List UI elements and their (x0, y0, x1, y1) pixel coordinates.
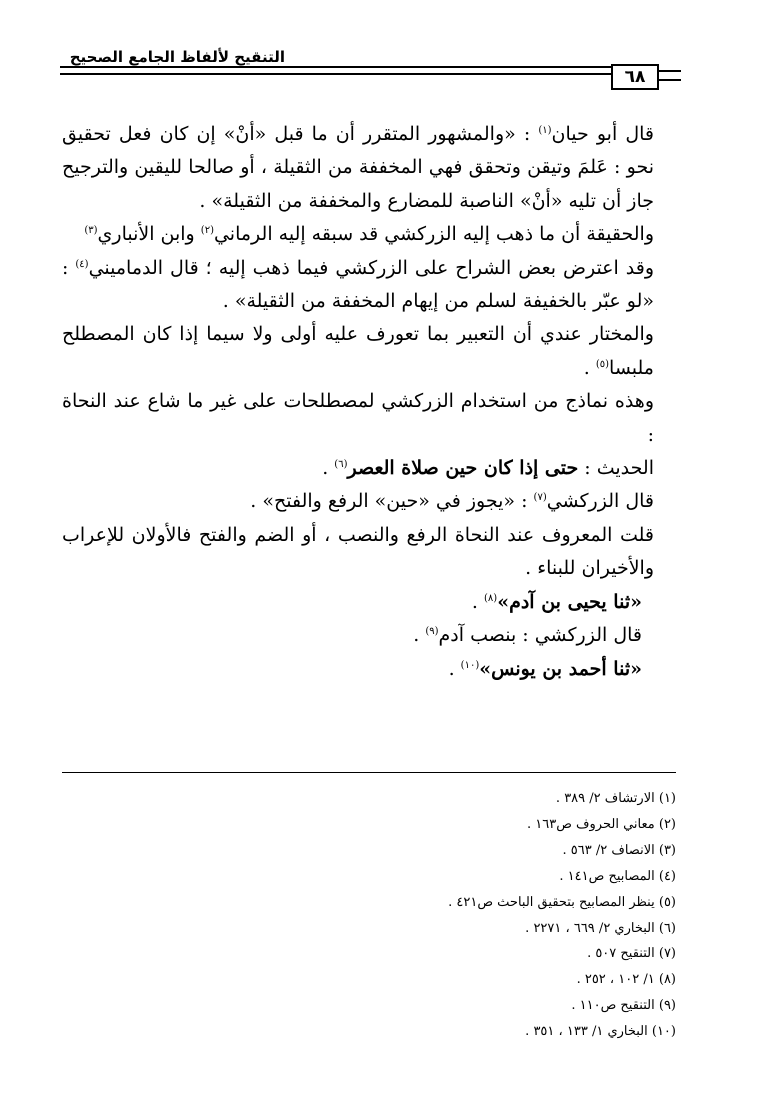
footnote-ref-6: (٦) (334, 459, 348, 471)
footnote-ref-1: (١) (538, 125, 552, 136)
para3-text: وقد اعترض بعض الشراح على الزركشي فيما ذهب إليه ؛ قال الدماميني (88, 256, 655, 279)
paragraph-2 (62, 218, 676, 251)
isnad-quote-2: «ثنا أحمد بن يونس» (479, 657, 642, 680)
footnote-2: (٢) معاني الحروف ص١٦٣ . (526, 816, 676, 832)
para10-text2: . (413, 624, 420, 647)
header-rule-right (659, 70, 681, 72)
paragraph-9 (62, 586, 676, 619)
para1-text: قال أبو حيان (551, 123, 655, 145)
para2-text2: وابن الأنباري (97, 223, 195, 246)
header-rule-left-2 (60, 73, 611, 75)
footnote-4: (٤) المصابيح ص١٤١ . (559, 868, 676, 884)
paragraph-6 (62, 452, 676, 485)
paragraph-10 (62, 619, 676, 652)
page-number: ٦٨ (611, 64, 659, 90)
paragraph-1 (62, 118, 676, 218)
para7-text2: : «يجوز في «حين» الرفع والفتح» . (250, 490, 528, 513)
footnote-6: (٦) البخاري ٢/ ٦٦٩ ، ٢٢٧١ . (525, 920, 676, 936)
paragraph-11 (62, 653, 676, 686)
footnote-ref-4: (٤) (75, 258, 89, 270)
footnote-ref-9: (٩) (425, 626, 439, 638)
isnad-quote-1: «ثنا يحيى بن آدم» (497, 590, 642, 613)
footnote-ref-8: (٨) (484, 592, 498, 604)
footnote-ref-3: (٣) (84, 225, 98, 237)
running-title: التنقيح لألفاظ الجامع الصحيح (69, 48, 285, 66)
paragraph-3 (62, 252, 676, 319)
hadith-quote: حتى إذا كان حين صلاة العصر (347, 457, 579, 480)
footnote-1: (١) الارتشاف ٢/ ٣٨٩ . (555, 791, 676, 806)
footnote-ref-7: (٧) (533, 492, 547, 504)
footnotes (62, 786, 676, 1045)
main-text (62, 118, 676, 686)
footnote-5: (٥) ينظر المصابيح بتحقيق الباحث ص٤٢١ . (448, 894, 676, 910)
paragraph-7 (62, 485, 676, 518)
footnote-3: (٣) الانصاف ٢/ ٥٦٣ . (562, 842, 676, 858)
para10-text: قال الزركشي : بنصب آدم (438, 624, 642, 647)
footnote-ref-10: (١٠) (460, 659, 480, 671)
hadith-label: الحديث : (584, 457, 654, 480)
footnote-ref-2: (٢) (200, 225, 214, 237)
footnote-8: (٨) ١/ ١٠٢ ، ٢٥٢ . (576, 972, 676, 988)
footnote-separator (62, 772, 676, 773)
para1-text2: : «والمشهور المتقرر أن ما قبل «أنْ» إن كان فعل تحقيق نحو : عَلمَ وتيقن وتحقق فهي المخففة من الثقيلة ، أو صالحا لليقين والترجيح جاز أن تليه «أنْ» الناصبة للمضارع والمخففة من الثقيلة» . (62, 123, 654, 212)
para6-text2: . (322, 457, 329, 480)
para7-text: قال الزركشي (546, 490, 654, 513)
para5-text: وهذه نماذج من استخدام الزركشي لمصطلحات على غير ما شاع عند النحاة : (62, 390, 654, 446)
para3-text2: : «لو عبّر بالخفيفة لسلم من إيهام المخففة من الثقيلة» . (62, 256, 654, 313)
paragraph-8 (62, 519, 676, 586)
para9-text2: . (471, 590, 478, 613)
paragraph-4 (62, 318, 676, 385)
para4-text: والمختار عندي أن التعبير بما تعورف عليه أولى ولا سيما إذا كان المصطلح ملبسا (62, 323, 654, 379)
footnote-9: (٩) التنقيح ص١١٠ . (571, 998, 676, 1014)
footnote-ref-5: (٥) (595, 358, 610, 370)
para2-text: والحقيقة أن ما ذهب إليه الزركشي قد سبقه إليه الرماني (213, 223, 654, 246)
header-rule-right-2 (659, 79, 681, 81)
paragraph-5 (62, 385, 676, 452)
header-rule-left (60, 66, 611, 68)
footnote-7: (٧) التنقيح ٥٠٧ . (587, 946, 676, 962)
footnote-10: (١٠) البخاري ١/ ١٣٣ ، ٣٥١ . (525, 1024, 676, 1040)
para8-text: قلت المعروف عند النحاة الرفع والنصب ، أو الضم والفتح فالأولان للإعراب والأخيران للبناء . (62, 523, 654, 580)
para11-text2: . (448, 657, 455, 680)
para4-text2: . (583, 356, 590, 379)
